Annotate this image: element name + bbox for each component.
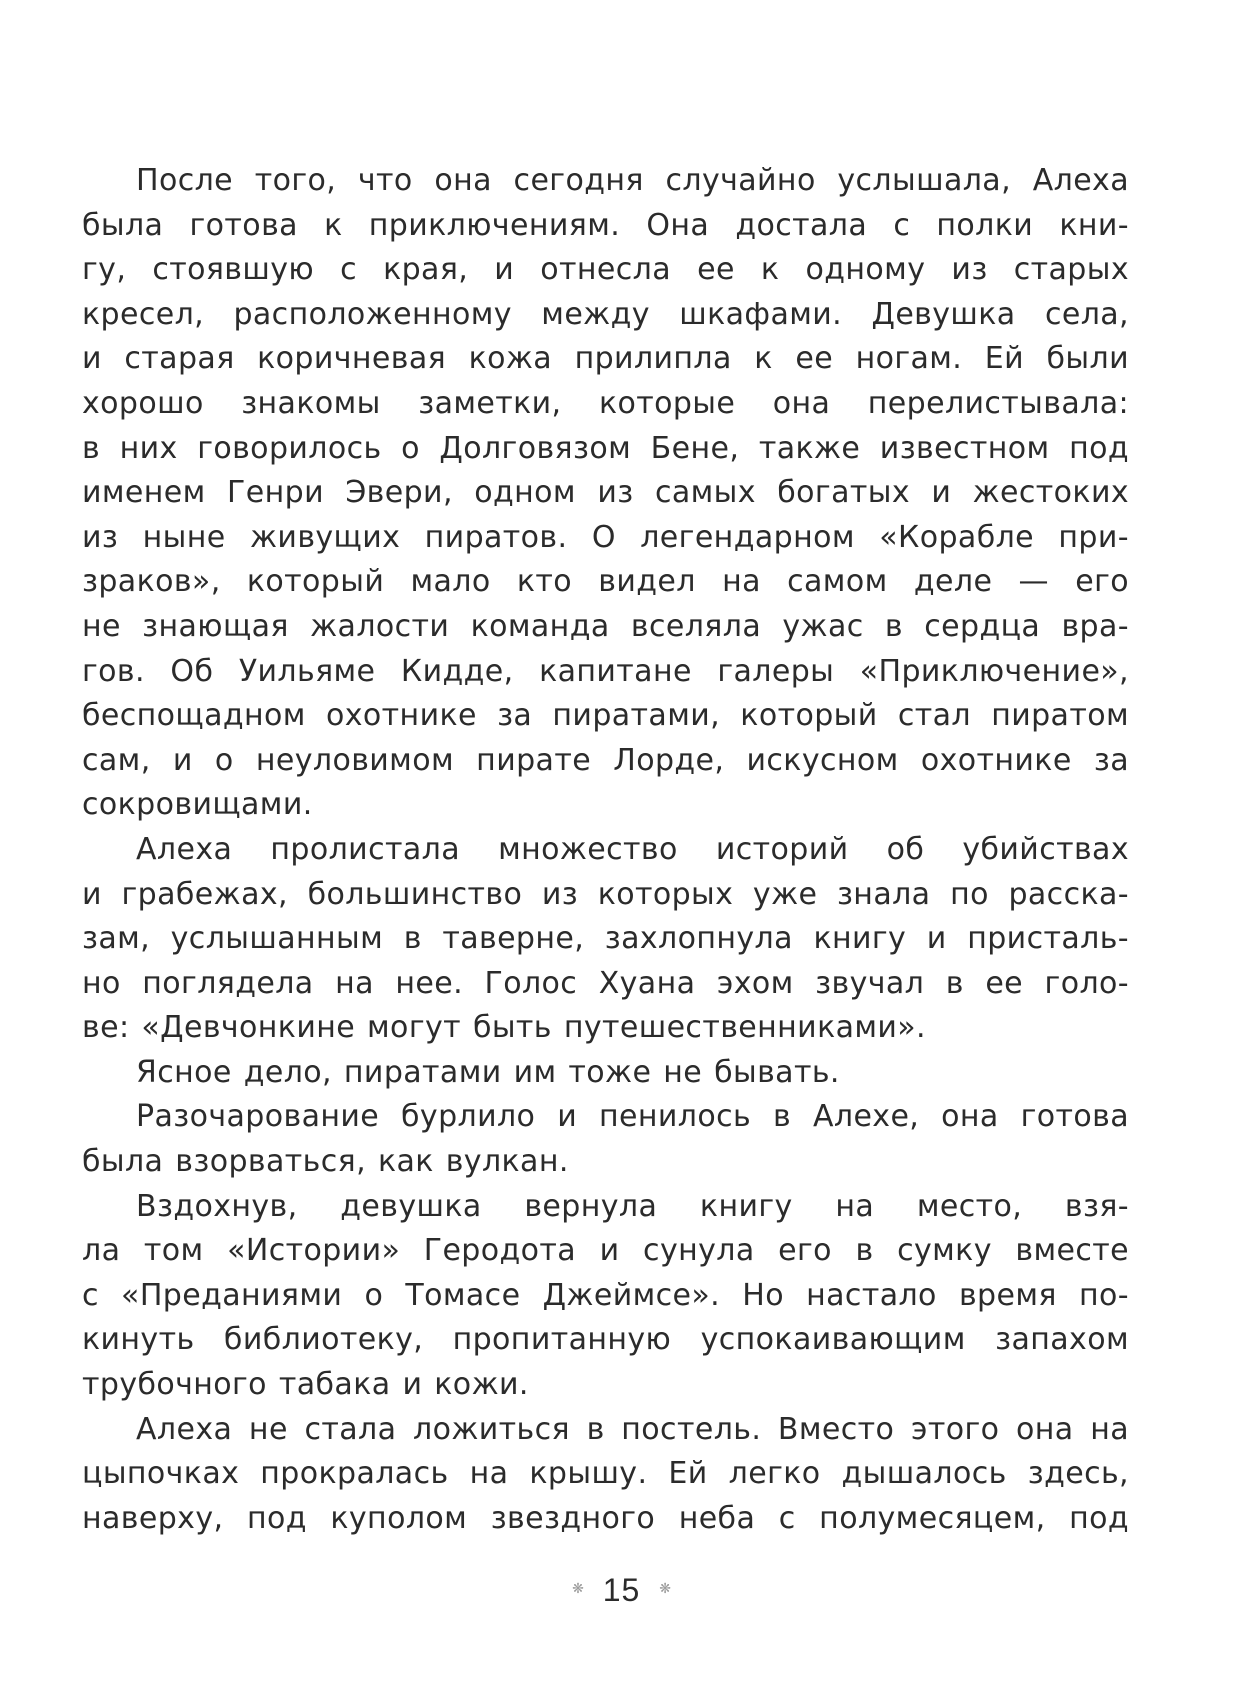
text-line: ла том «Истории» Геродота и сунула его в сумку вместе xyxy=(82,1233,1129,1269)
text-line: Алеха не стала ложиться в постель. Вместо этого она на xyxy=(136,1411,1129,1447)
text-line: Вздохнув, девушка вернула книгу на место, взя- xyxy=(136,1188,1129,1224)
text-line: зраков», который мало кто видел на самом деле — его xyxy=(82,564,1129,600)
text-line: кресел, расположенному между шкафами. Девушка села, xyxy=(82,296,1129,332)
text-line: хорошо знакомы заметки, которые она перелистывала: xyxy=(82,385,1129,421)
text-line: сам, и о неуловимом пирате Лорде, искусном охотнике за xyxy=(82,742,1129,778)
text-line: гу, стоявшую с края, и отнесла ее к одному из старых xyxy=(82,252,1129,288)
text-line: наверху, под куполом звездного неба с полумесяцем, под xyxy=(82,1500,1129,1536)
text-line: Разочарование бурлило и пенилось в Алехе, она готова xyxy=(136,1099,1129,1135)
text-line: была взорваться, как вулкан. xyxy=(82,1144,569,1180)
text-line: в них говорилось о Долговязом Бене, также известном под xyxy=(82,430,1129,466)
asterisk-flourish-icon: ❋ xyxy=(572,1580,584,1597)
text-line: беспощадном охотнике за пиратами, который стал пиратом xyxy=(82,698,1129,734)
text-line: ве: «Девчонкине могут быть путешественниками». xyxy=(82,1010,926,1046)
text-line: Алеха пролистала множество историй об убийствах xyxy=(136,831,1129,867)
text-line: сокровищами. xyxy=(82,787,313,823)
text-line: и старая коричневая кожа прилипла к ее ногам. Ей были xyxy=(82,341,1129,377)
text-line: именем Генри Эвери, одном из самых богатых и жестоких xyxy=(82,475,1129,511)
text-line: с «Преданиями о Томасе Джеймсе». Но настало время по- xyxy=(82,1277,1129,1313)
text-line: была готова к приключениям. Она достала с полки кни- xyxy=(82,207,1129,243)
text-line: но поглядела на нее. Голос Хуана эхом звучал в ее голо- xyxy=(82,965,1129,1001)
asterisk-flourish-icon: ❋ xyxy=(659,1580,671,1597)
text-line: не знающая жалости команда вселяла ужас в сердца вра- xyxy=(82,608,1129,644)
text-line: гов. Об Уильяме Кидде, капитане галеры «Приключение», xyxy=(82,653,1129,689)
text-line: зам, услышанным в таверне, захлопнула книгу и присталь- xyxy=(82,921,1129,957)
text-line: цыпочках прокралась на крышу. Ей легко дышалось здесь, xyxy=(82,1456,1129,1492)
page-number: 15 xyxy=(602,1572,641,1609)
text-line: После того, что она сегодня случайно услышала, Алеха xyxy=(136,163,1129,198)
text-line: трубочного табака и кожи. xyxy=(82,1367,529,1403)
text-line: кинуть библиотеку, пропитанную успокаивающим запахом xyxy=(82,1322,1129,1358)
page-footer xyxy=(0,1570,1243,1614)
text-line: и грабежах, большинство из которых уже знала по расска- xyxy=(82,876,1129,912)
text-line: из ныне живущих пиратов. О легендарном «Корабле при- xyxy=(82,519,1129,555)
text-line: Ясное дело, пиратами им тоже не бывать. xyxy=(136,1054,840,1090)
body-text xyxy=(82,159,1129,1541)
